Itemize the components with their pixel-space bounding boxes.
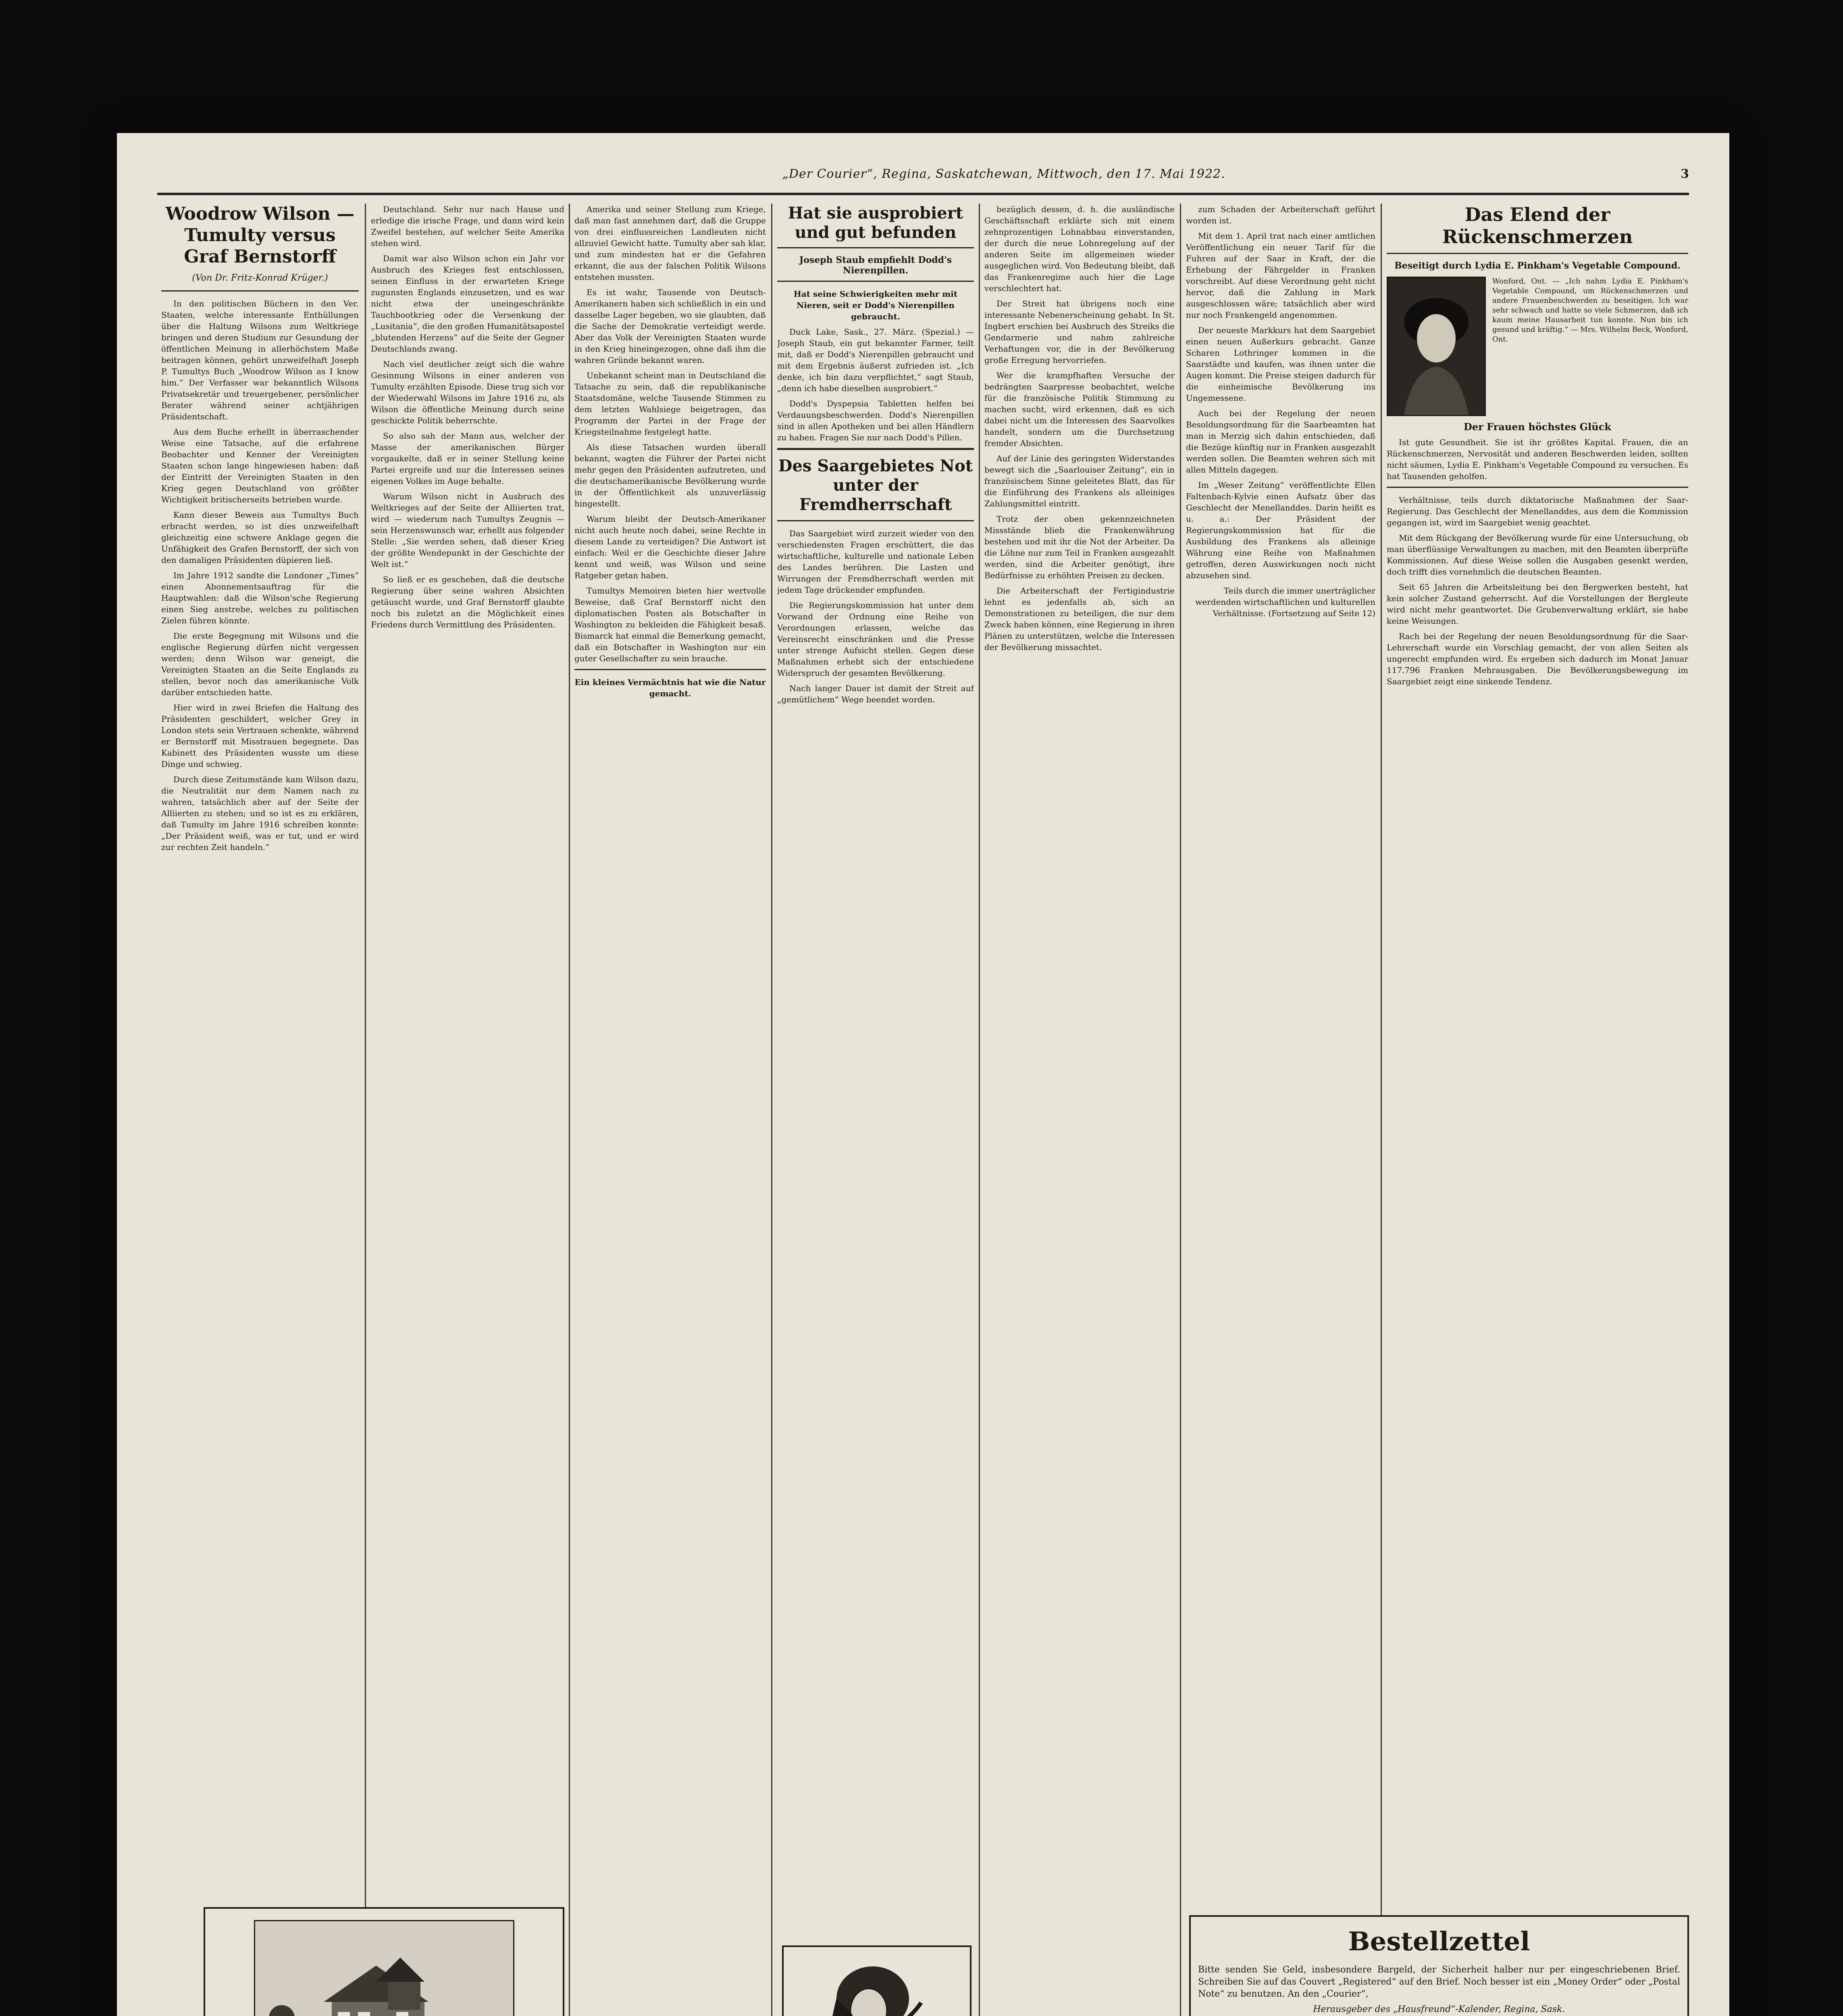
- divider: [777, 281, 974, 282]
- house-ad: [204, 1907, 564, 2016]
- divider: [777, 520, 974, 521]
- house-illustration: [255, 1921, 513, 2016]
- woman-with-bottle-icon: [792, 1954, 961, 2016]
- column-divider: [569, 204, 570, 2016]
- divider: [1387, 487, 1688, 488]
- lady-portrait: [1387, 277, 1486, 416]
- article-paragraph: Verhältnisse, teils durch diktatorische Maßnahmen der Saar-Regierung. Das Geschlecht der Menellanddes, aus dem die Kommission gegangen ist, wird im Saargebiet wenig geachtet.: [1387, 495, 1688, 528]
- dodds-headline: Hat sie ausprobiert und gut befunden: [788, 204, 963, 242]
- article-paragraph: Es ist wahr, Tausende von Deutsch-Amerikanern haben sich schließlich in ein und dasselbe Lager begeben, wo sie glaubten, daß die Sache der Demokratie verteidigt werde. Aber das Volk der Vereinigten Staaten wurde in den Krieg hineingezogen, ohne daß ihm die wahren Gründe bekannt waren.: [574, 287, 766, 365]
- article-paragraph: Wer die krampfhaften Versuche der bedrängten Saarpresse beobachtet, welche für die französische Politik Stimmung zu machen sucht, wird erkennen, daß es sich dabei nicht um die Interessen des Saarvolkes handelt, sondern um die Durchsetzung fremder Absichten.: [984, 371, 1175, 448]
- column-divider: [979, 204, 980, 2016]
- article-paragraph: Nach viel deutlicher zeigt sich die wahre Gesinnung Wilsons in einer anderen von Tumulty erzählten Episode. Diese trug sich vor der Wiederwahl Wilsons im Jahre 1916 zu, als Wilson die öffentliche Meinung durch seine geschickte Politik beherrschte.: [371, 359, 564, 425]
- column-5: [984, 204, 1175, 2016]
- article-paragraph: Mit dem 1. April trat nach einer amtlichen Veröffentlichung ein neuer Tarif für die Fuhren auf der Saar in Kraft, der die Erhebung der Fährgelder in Franken vorschreibt. Auf diese Verordnung geht nicht hervor, daß die Zahlung in Mark ausgeschlossen wäre; tatsächlich aber wird nur noch Frankengeld angenommen.: [1186, 231, 1375, 320]
- pinkham-ad-text: Wonford, Ont. — „Ich nahm Lydia E. Pinkham's Vegetable Compound, um Rückenschmerzen und andere Frauenbeschwerden zu beseitigen. Ich war sehr schwach und hatte so viele Schmerzen, daß ich kaum meine Hausarbeit tun konnte. Nun bin ich gesund und kräftig.“ — Mrs. Wilhelm Beck, Wonford, Ont.: [1492, 277, 1688, 344]
- hair-tonic-ad: [782, 1945, 971, 2016]
- column-divider: [365, 204, 366, 2016]
- article-paragraph: Als diese Tatsachen wurden überall bekannt, wagten die Führer der Partei nicht mehr gegen den Präsidenten aufzutreten, und die deutschamerikanische Bevölkerung wurde in der Öffentlichkeit als unzuverlässig hingestellt.: [574, 442, 766, 508]
- article-paragraph: Amerika und seiner Stellung zum Kriege, daß man fast annehmen darf, daß die Gruppe von drei einflussreichen Landleuten nicht allzuviel Gewicht hatte. Tumulty aber sah klar, und zum mindesten hat er die Gefahren erkannt, die aus der falschen Politik Wilsons entstehen mussten.: [574, 204, 766, 282]
- article-paragraph: Duck Lake, Sask., 27. März. (Spezial.) — Joseph Staub, ein gut bekannter Farmer, teilt mit, daß er Dodd's Nierenpillen gebraucht und mit dem Ergebnis äußerst zufrieden ist. „Ich denke, ich bin dazu verpflichtet,“ sagt Staub, „denn ich habe dieselben ausprobiert.“: [777, 327, 974, 393]
- page-number: 3: [1681, 167, 1689, 181]
- article-paragraph: Damit war also Wilson schon ein Jahr vor Ausbruch des Krieges fest entschlossen, seinen Einfluss in der erwarteten Kriege zugunsten Englands einzusetzen, und es war nicht etwa der uneingeschränkte Tauchbootkrieg oder die Versenkung der „Lusitania“, die den großen Humanitätsapostel „blutenden Herzens“ auf die Seite der Gegner Deutschlands zwang.: [371, 254, 564, 354]
- article-paragraph: Dodd's Dyspepsia Tabletten helfen bei Verdauungsbeschwerden. Dodd's Nierenpillen sind in allen Apotheken und bei allen Händlern zu haben. Fragen Sie nur nach Dodd's Pillen.: [777, 399, 974, 442]
- wilson-byline: (Von Dr. Fritz-Konrad Krüger.): [192, 273, 328, 283]
- article-paragraph: Die erste Begegnung mit Wilsons und die englische Regierung dürfen nicht vergessen werden; denn Wilson war geneigt, die Vereinigten Staaten an die Seite Englands zu stellen, bevor noch das amerikanische Volk darüber entschieden hatte.: [161, 631, 359, 698]
- divider: [161, 290, 359, 292]
- article-paragraph: Unbekannt scheint man in Deutschland die Tatsache zu sein, daß die republikanische Staatsdomäne, welche Tausende Stimmen zu dem letzten Wahlsiege beigetragen, das Programm der Partei in der Frage der Kriegsteilnahme festgelegt hatte.: [574, 371, 766, 437]
- hair-tonic-illustration: [792, 1954, 961, 2016]
- article-paragraph: Auf der Linie des geringsten Widerstandes bewegt sich die „Saarlouiser Zeitung“, ein in französischem Sinne geleitetes Blatt, das für die Einführung des Frankens als alleiniges Zahlungsmittel eintritt.: [984, 454, 1175, 508]
- order-form: [1189, 1915, 1689, 2016]
- pinkham-headline: Das Elend der Rückenschmerzen: [1442, 204, 1633, 248]
- article-paragraph: Seit 65 Jahren die Arbeitsleitung bei den Bergwerken besteht, hat kein solcher Zustand geherrscht. Auf die Vorstellungen der Bergleute wird nicht mehr geantwortet. Die Grubenverwaltung erklärt, sie habe keine Weisungen.: [1387, 582, 1688, 626]
- order-form-address: Herausgeber des „Hausfreund“-Kalender, Regina, Sask.: [1313, 2004, 1565, 2014]
- article-paragraph: Warum bleibt der Deutsch-Amerikaner nicht auch heute noch dabei, seine Rechte in diesem Lande zu verteidigen? Die Antwort ist einfach: Weil er die Geschichte dieser Jahre kennt und weiß, was Wilson und seine Ratgeber getan haben.: [574, 514, 766, 580]
- article-paragraph: Trotz der oben gekennzeichneten Missstände blieb die Frankenwährung bestehen und mit ihr die Not der Arbeiter. Da die Löhne nur zum Teil in Franken ausgezahlt werden, sind die Arbeiter genötigt, ihre Bedürfnisse zu erhöhten Preisen zu decken.: [984, 514, 1175, 580]
- house-photo: [254, 1920, 514, 2016]
- article-paragraph: So ließ er es geschehen, daß die deutsche Regierung über seine wahren Absichten getäuscht wurde, und Graf Bernstorff glaubte noch bis zuletzt an die Möglichkeit eines Friedens durch Vermittlung des Präsidenten.: [371, 575, 564, 629]
- dodds-subhead: Joseph Staub empfiehlt Dodd's Nierenpillen.: [799, 255, 952, 276]
- header-rule: [157, 193, 1689, 195]
- portrait-icon: [1388, 278, 1485, 415]
- article-paragraph: So also sah der Mann aus, welcher der Masse der amerikanischen Bürger vorgaukelte, daß er in seiner Stellung keine Partei ergreife und nur die Interessen seines eigenen Volkes im Auge behalte.: [371, 431, 564, 486]
- pinkham-subhead: Beseitigt durch Lydia E. Pinkham's Vegetable Compound.: [1394, 260, 1681, 271]
- article-paragraph: Ist gute Gesundheit. Sie ist ihr größtes Kapital. Frauen, die an Rückenschmerzen, Nervosität und anderen Beschwerden leiden, sollten nicht säumen, Lydia E. Pinkham's Vegetable Compound zu versuchen. Es hat Tausenden geholfen.: [1387, 437, 1688, 481]
- article-paragraph: Deutschland. Sehr nur nach Hause und erledige die irische Frage, und dann wird kein Zweifel bestehen, auf welcher Seite Amerika stehen wird.: [371, 204, 564, 248]
- article-paragraph: Nach langer Dauer ist damit der Streit auf „gemütlichem“ Wege beendet worden.: [777, 683, 974, 704]
- article-paragraph: bezüglich dessen, d. h. die ausländische Geschäftsschaft erklärte sich mit einem zehnprozentigen Lohnabbau einverstanden, der durch die neue Lohnregelung auf der anderen Seite im allgemeinen wieder ausgeglichen wird. Von Bedeutung bleibt, daß das Frankenregime auch hier die Lage verschlechtert hat.: [984, 204, 1175, 293]
- article-paragraph: Auch bei der Regelung der neuen Besoldungsordnung für die Saarbeamten hat man in Merzig sich dahin entschieden, daß die Bezüge künftig nur in Franken ausgezahlt werden sollen. Die Beamten wehren sich mit allen Mitteln dagegen.: [1186, 408, 1375, 475]
- divider: [574, 669, 766, 670]
- saargebiet-headline: Des Saargebietes Not unter der Fremdherrschaft: [778, 456, 973, 514]
- column-2: [371, 204, 564, 1808]
- article-paragraph: Im Jahre 1912 sandte die Londoner „Times“ einen Abonnementsauftrag für die Hauptwahlen: daß die Wilson'sche Regierung einen Sieg anstrebe, welches zu politischen Zielen führen könnte.: [161, 571, 359, 626]
- article-paragraph: Der neueste Markkurs hat dem Saargebiet einen neuen Außerkurs gebracht. Ganze Scharen Lothringer kommen in die Saarstädte und kaufen, was ihnen unter die Augen kommt. Die Preise steigen dadurch für die einheimische Bevölkerung ins Ungemessene.: [1186, 325, 1375, 403]
- masthead: [157, 167, 1689, 191]
- divider: [777, 247, 974, 248]
- article-paragraph: zum Schaden der Arbeiterschaft geführt worden ist.: [1186, 204, 1375, 225]
- column-divider: [1381, 204, 1382, 2016]
- article-paragraph: In den politischen Büchern in den Ver. Staaten, welche interessante Enthüllungen über die Haltung Wilsons zum Weltkriege bringen und deren Studium zur Gesundung der öffentlichen Meinung in allerhöchstem Maße beitragen können, gehört unzweifelhaft Joseph P. Tumultys Buch „Woodrow Wilson as I know him.“ Der Verfasser war bekanntlich Wilsons Privatsekretär und treuergebener, persönlicher Berater während seiner achtjährigen Präsidentschaft.: [161, 299, 359, 422]
- article-paragraph: Mit dem Rückgang der Bevölkerung wurde für eine Untersuchung, ob man überflüssige Verwaltungen zu machen, mit den Beamten überprüfte Kommissionen. Auf diese Weise sollen die Ausgaben gesenkt werden, doch trifft dies vornehmlich die deutschen Beamten.: [1387, 533, 1688, 577]
- issue-line: „Der Courier“, Regina, Saskatchewan, Mittwoch, den 17. Mai 1922.: [782, 167, 1225, 181]
- newspaper-page: [117, 133, 1729, 2016]
- article-paragraph: Teils durch die immer unerträglicher werdenden wirtschaftlichen und kulturellen Verhältnisse. (Fortsetzung auf Seite 12): [1195, 586, 1375, 618]
- order-form-intro: Bitte senden Sie Geld, insbesondere Bargeld, der Sicherheit halber nur per eingeschriebenen Brief. Schreiben Sie auf das Couvert „Registered“ auf den Brief. Noch besser ist ein „Money Order“ oder „Postal Note“ zu benutzen. An den „Courier“,: [1198, 1964, 1680, 1999]
- pinkham-ad: [1387, 277, 1688, 416]
- column-3: [574, 204, 766, 2016]
- article-paragraph: Die Regierungskommission hat unter dem Vorwand der Ordnung eine Reihe von Verordnungen erlassen, welche das Vereinsrecht einschränken und die Presse unter strenge Aufsicht stellen. Gegen diese Maßnahmen erhebt sich der entschiedene Widerspruch der gesamten Bevölkerung.: [777, 600, 974, 678]
- article-paragraph: Das Saargebiet wird zurzeit wieder von den verschiedensten Fragen erschüttert, die das wirtschaftliche, kulturelle und nationale Leben des Landes berühren. Die Lasten und Wirrungen der Fremdherrschaft werden mit jedem Tage drückender empfunden.: [777, 529, 974, 595]
- article-paragraph: Tumultys Memoiren bieten hier wertvolle Beweise, daß Graf Bernstorff nicht den diplomatischen Posten als Botschafter in Washington zu bekleiden die Fähigkeit besaß. Bismarck hat einmal die Bemerkung gemacht, daß ein Botschafter in Washington nur ein guter Gesellschafter zu sein brauche.: [574, 586, 766, 663]
- col3-footer: Ein kleines Vermächtnis hat wie die Natur gemacht.: [574, 677, 766, 698]
- column-7: [1387, 204, 1688, 1897]
- dodds-intro: Hat seine Schwierigkeiten mehr mit Nieren, seit er Dodd's Nierenpillen gebraucht.: [793, 289, 958, 321]
- pinkham-caption: Der Frauen höchstes Glück: [1464, 421, 1611, 433]
- article-paragraph: Warum Wilson nicht in Ausbruch des Weltkrieges auf der Seite der Alliierten trat, wird — wiederum nach Tumultys Zeugnis — sein Herzenswunsch war, erhellt aus folgender Stelle: „Sie werden sehen, daß dieser Krieg der größte Wendepunkt in der Geschichte der Welt ist.“: [371, 492, 564, 569]
- column-6: [1186, 204, 1375, 1897]
- article-paragraph: Rach bei der Regelung der neuen Besoldungsordnung für die Saar-Lehrerschaft wurde ein Vorschlag gemacht, der von allen Seiten als ungerecht empfunden wird. Es ergeben sich dadurch im Monat Januar 117.796 Franken Mehrausgaben. Die Bevölkerungsbewegung im Saargebiet zeigt eine sinkende Tendenz.: [1387, 631, 1688, 687]
- article-paragraph: Kann dieser Beweis aus Tumultys Buch erbracht werden, so ist dies unzweifelhaft gleichzeitig eine schwere Anklage gegen die Unfähigkeit des Grafen Bernstorff, der sich von den damaligen Präsidenten düpieren ließ.: [161, 510, 359, 565]
- divider: [1387, 253, 1688, 254]
- column-1: [161, 204, 359, 1808]
- wilson-headline: Woodrow Wilson — Tumulty versus Graf Bernstorff: [165, 204, 355, 267]
- article-paragraph: Hier wird in zwei Briefen die Haltung des Präsidenten geschildert, welcher Grey in London stets sein Vertrauen schenkte, während er Bernstorff mit Misstrauen begegnete. Das Kabinett des Präsidenten wusste um diese Dinge und schwieg.: [161, 703, 359, 769]
- article-paragraph: Der Streit hat übrigens noch eine interessante Nebenerscheinung gehabt. In St. Ingbert erschien bei Ausbruch des Streiks die Gendarmerie und nahm zahlreiche Verhaftungen vor, die in der Bevölkerung große Erregung hervorriefen.: [984, 299, 1175, 365]
- article-paragraph: Durch diese Zeitumstände kam Wilson dazu, die Neutralität nur dem Namen nach zu wahren, tatsächlich aber auf der Seite der Alliierten zu stehen; und so ist es zu erklären, daß Tumulty im Jahre 1916 schreiben konnte: „Der Präsident weiß, was er tut, und er wird zur rechten Zeit handeln.“: [161, 775, 359, 852]
- article-paragraph: Im „Weser Zeitung“ veröffentlichte Ellen Faltenbach-Kylvie einen Aufsatz über das Geschlecht der Menellanddes. Darin heißt es u. a.: Der Präsident der Regierungskommission hat für die Ausbildung des Frankens als alleinige Währung eine Reihe von Maßnahmen getroffen, deren Auswirkungen noch nicht abzusehen sind.: [1186, 480, 1375, 580]
- divider: [777, 448, 974, 450]
- column-4: [777, 204, 974, 1534]
- article-paragraph: Aus dem Buche erhellt in überraschender Weise eine Tatsache, auf die erfahrene Beobachter und Kenner der Vereinigten Staaten schon lange hingewiesen haben: daß der Eintritt der Vereinigten Staaten in den Krieg gegen Deutschland von größter Wichtigkeit britischerseits betrieben wurde.: [161, 427, 359, 505]
- column-divider: [1180, 204, 1181, 2016]
- order-form-title: Bestellzettel: [1348, 1926, 1530, 1957]
- column-divider: [771, 204, 772, 2016]
- article-paragraph: Die Arbeiterschaft der Fertigindustrie lehnt es jedenfalls ab, sich an Demonstrationen zu beteiligen, die nur dem Zweck haben können, eine Regierung in ihren Plänen zu unterstützen, welche die Interessen der Bevölkerung missachtet.: [984, 586, 1175, 652]
